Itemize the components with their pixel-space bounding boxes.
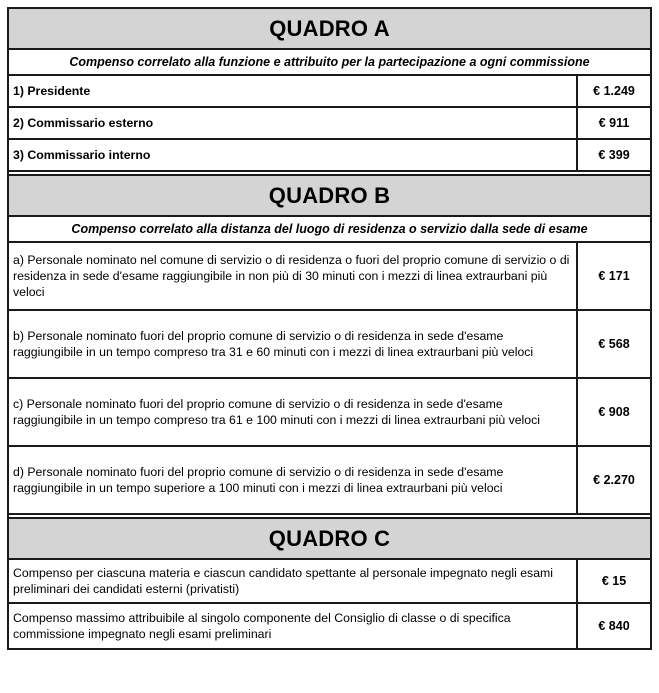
quadro-a-row-presidente (9, 76, 650, 108)
row-label: a) Personale nominato nel comune di servizio o di residenza o fuori del proprio comune di servizio o di residenza in sede d'esame raggiungibile in non più di 30 minuti con i mezzi di linea extraurbani più veloci (9, 243, 578, 309)
quadro-c-title: QUADRO C (9, 519, 650, 560)
quadro-b-subtitle: Compenso correlato alla distanza del luogo di residenza o servizio dalla sede di esame (9, 217, 650, 243)
row-amount: € 908 (598, 405, 630, 419)
quadro-a-row-commissario-esterno (9, 108, 650, 140)
row-amount: € 15 (601, 574, 627, 588)
row-amount: € 1.249 (593, 84, 635, 98)
row-amount: € 2.270 (593, 473, 635, 487)
row-label: b) Personale nominato fuori del proprio comune di servizio o di residenza in sede d'esame raggiungibile in un tempo compreso tra 31 e 60 minuti con i mezzi di linea extraurbani più veloci (9, 311, 578, 377)
row-label: d) Personale nominato fuori del proprio comune di servizio o di residenza in sede d'esame raggiungibile in un tempo superiore a 100 minuti con i mezzi di linea extraurbani più veloci (9, 447, 578, 513)
row-amount: € 171 (598, 269, 630, 283)
quadro-c-row-2 (9, 604, 650, 648)
quadro-b-row-d (9, 447, 650, 515)
quadro-a-title: QUADRO A (9, 9, 650, 50)
row-label: 1) Presidente (9, 76, 578, 106)
row-label: Compenso massimo attribuibile al singolo componente del Consiglio di classe o di specifica commissione impegnato negli esami preliminari (9, 604, 578, 648)
quadro-a-subtitle: Compenso correlato alla funzione e attribuito per la partecipazione a ogni commissione (9, 50, 650, 76)
row-label: c) Personale nominato fuori del proprio comune di servizio o di residenza in sede d'esame raggiungibile in un tempo compreso tra 61 e 100 minuti con i mezzi di linea extraurbani più veloci (9, 379, 578, 445)
quadro-b-row-a (9, 243, 650, 311)
quadro-b-row-c (9, 379, 650, 447)
row-label: 2) Commissario esterno (9, 108, 578, 138)
quadro-a-row-commissario-interno (9, 140, 650, 172)
row-amount: € 399 (598, 148, 630, 162)
row-amount: € 568 (598, 337, 630, 351)
quadro-b-row-b (9, 311, 650, 379)
compensation-tables (7, 7, 652, 650)
row-label: 3) Commissario interno (9, 140, 578, 170)
row-label: Compenso per ciascuna materia e ciascun candidato spettante al personale impegnato negli esami preliminari dei candidati esterni (privatisti) (9, 560, 578, 602)
row-amount: € 840 (598, 619, 630, 633)
row-amount: € 911 (598, 116, 630, 130)
quadro-c-row-1 (9, 560, 650, 604)
quadro-b-title: QUADRO B (9, 176, 650, 217)
